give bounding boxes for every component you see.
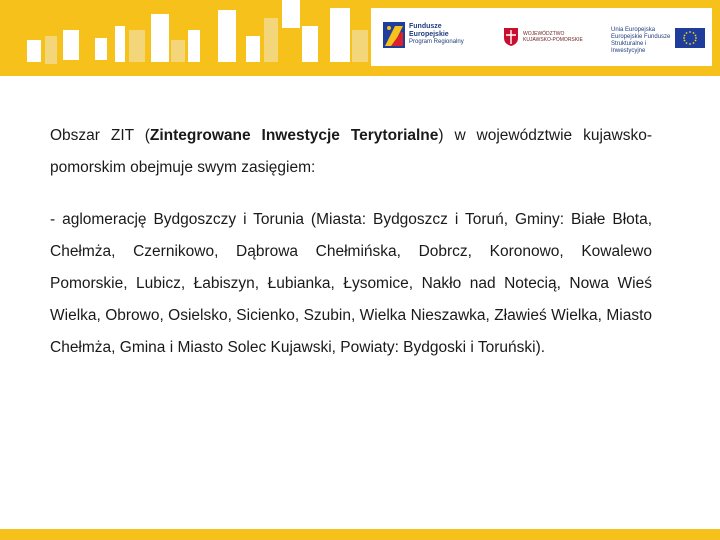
kp-coat-of-arms-icon	[503, 27, 519, 47]
footer-band	[0, 529, 720, 540]
fundusze-europejskie-logo	[379, 8, 489, 66]
intro-suffix: ) w województwie kujawsko-pomorskim obejmuje swym zasięgiem:	[50, 127, 652, 176]
intro-prefix: Obszar ZIT (	[50, 127, 150, 144]
kujawsko-pomorskie-logo	[497, 8, 607, 66]
unia-europejska-logo	[611, 8, 711, 66]
skyline-decoration	[0, 0, 372, 76]
kp-line1: WOJEWÓDZTWO	[523, 31, 565, 37]
ue-line2: Europejskie Fundusze	[611, 34, 671, 40]
fe-line1: Fundusze	[409, 23, 442, 30]
zit-intro-paragraph	[50, 120, 652, 184]
slide-content	[50, 120, 652, 364]
agglomeration-paragraph: - aglomerację Bydgoszczy i Torunia (Miasta: Bydgoszcz i Toruń, Gminy: Białe Błota, Chełmża, Czernikowo, Dąbrowa Chełmińska, Dobrcz, Koronowo, Kowalewo Pomorskie, Lubicz, Łabiszyn, Łubianka, Łysomice, Nakło nad Notecią, Nowa Wieś Wielka, Obrowo, Osielsko, Sicienko, Szubin, Wielka Nieszawka, Zławieś Wielka, Miasto Chełmża, Gmina i Miasto Solec Kujawski, Powiaty: Bydgoski i Toruński).	[50, 211, 652, 356]
fe-line3: Program Regionalny	[409, 39, 464, 45]
logo-strip	[371, 8, 712, 66]
eu-flag-icon	[675, 28, 705, 48]
zit-full-name: Zintegrowane Inwestycje Terytorialne	[149, 127, 439, 144]
ue-line1: Unia Europejska	[611, 27, 656, 33]
kp-line2: KUJAWSKO-POMORSKIE	[523, 37, 583, 43]
ue-line3: Strukturalne i Inwestycyjne	[611, 41, 647, 54]
fe-line2: Europejskie	[409, 31, 449, 38]
fe-emblem-icon	[383, 22, 405, 48]
